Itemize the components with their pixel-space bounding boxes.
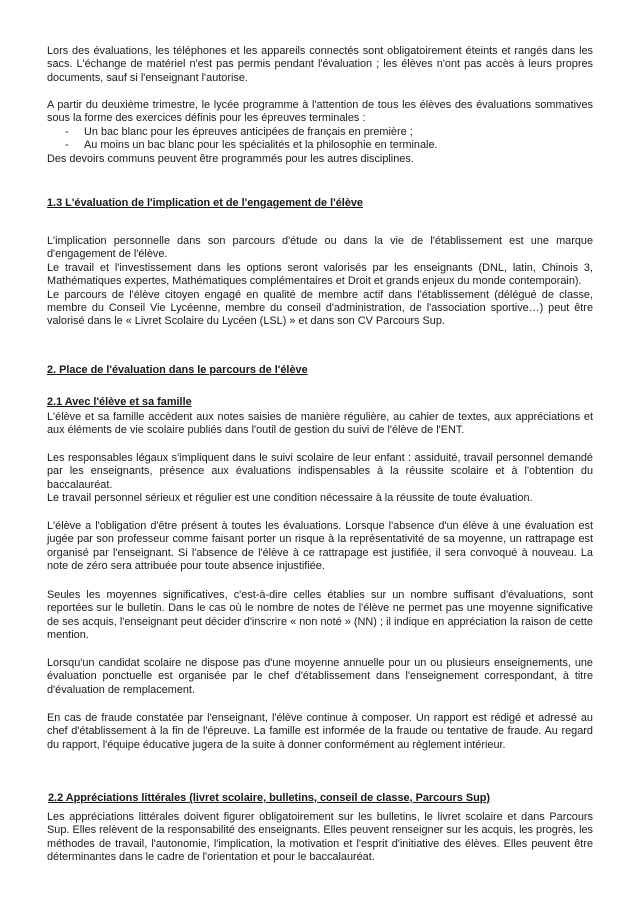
paragraph-guardians: Les responsables légaux s'impliquent dans le suivi scolaire de leur enfant : assiduité, travail personnel demandé par les enseignants, présence aux évaluations indispensables à la réussite scolaire et à l'obtention du baccalauréat.: [47, 452, 593, 491]
legal-guardians-block: [47, 452, 593, 506]
paragraph-citizen: Le parcours de l'élève citoyen engagé en qualité de membre actif dans l'établissement (délégué de classe, membre du Conseil Vie Lycéenne, membre du conseil d'administration, de l'association sportive…) peut être valorisé dans le « Livret Scolaire du Lycéen (LSL) » et dans son CV Parcours Sup.: [47, 288, 593, 328]
bac-blanc-list: [47, 126, 593, 153]
paragraph-replacement-evaluation: Lorsqu'un candidat scolaire ne dispose pas d'une moyenne annuelle pour un ou plusieurs enseignements, une évaluation ponctuelle est organisée par le chef d'établissement dans l'enseignement correspondant, à titre d'évaluation de remplacement.: [47, 657, 593, 696]
heading-2-2: 2.2 Appréciations littérales (livret scolaire, bulletins, conseil de classe, Parcours Sup): [48, 792, 491, 804]
list-item: - Au moins un bac blanc pour les spécialités et la philosophie en terminale.: [47, 139, 593, 152]
paragraph-attendance: L'élève a l'obligation d'être présent à toutes les évaluations. Lorsque l'absence d'un élève à une évaluation est jugée par son professeur comme faisant porter un risque à la représentativité de sa moyenne, un rattrapage est organisé par l'enseignant. Si l'absence de l'élève à ce rattrapage est justifiée, il sera convoqué à nouveau. La note de zéro sera attribuée pour toute absence injustifiée.: [47, 520, 593, 573]
paragraph-devices-rule: Lors des évaluations, les téléphones et les appareils connectés sont obligatoirement éteints et rangés dans les sacs. L'échange de matériel n'est pas permis pendant l'évaluation ; les élèves n'ont pas accès à leurs propres documents, sauf si l'enseignant l'autorise.: [47, 45, 593, 84]
heading-1-3: 1.3 L'évaluation de l'implication et de l'engagement de l'élève: [47, 197, 363, 209]
paragraph-personal-work: Le travail personnel sérieux et régulier est une condition nécessaire à la réussite de toute évaluation.: [47, 492, 533, 505]
paragraph-averages: Seules les moyennes significatives, c'est-à-dire celles établies sur un nombre suffisant d'évaluations, sont reportées sur le bulletin. Dans le cas où le nombre de notes de l'élève ne permet pas une moyenne significative de ses acquis, l'enseignant peut décider d'inscrire « non noté » (NN) ; il indique en appréciation la raison de cette mention.: [47, 589, 593, 642]
paragraph-fraud: En cas de fraude constatée par l'enseignant, l'élève continue à composer. Un rapport est rédigé et adressé au chef d'établissement à la fin de l'épreuve. La famille est informée de la fraude ou tentative de fraude. Au regard du rapport, l'équipe éducative jugera de la suite à donner conformément au règlement intérieur.: [47, 712, 593, 751]
heading-2: 2. Place de l'évaluation dans le parcours de l'élève: [47, 364, 308, 376]
paragraph-appreciations: Les appréciations littérales doivent figurer obligatoirement sur les bulletins, le livret scolaire et dans Parcours Sup. Elles relèvent de la responsabilité des enseignants. Elles peuvent renseigner sur les acquis, les progrès, les méthodes de travail, l'autonomie, l'implication, la motivation et l'esprit d'initiative des élèves. Elles peuvent être déterminantes dans le cadre de l'orientation et pour le baccalauréat.: [47, 811, 593, 864]
paragraph-options: Le travail et l'investissement dans les options seront valorisés par les enseignants (DNL, latin, Chinois 3, Mathématiques expertes, Mathématiques complémentaires et Droit et grands enjeux du monde contemporain).: [47, 261, 593, 288]
section-1-3-body: [47, 235, 593, 329]
list-item: - Un bac blanc pour les épreuves anticipées de français en première ;: [47, 126, 593, 139]
paragraph-implication: L'implication personnelle dans son parcours d'étude ou dans la vie de l'établissement est une marque d'engagement de l'élève.: [47, 235, 593, 261]
paragraph-common-tests: Des devoirs communs peuvent être programmés pour les autres disciplines.: [47, 152, 414, 165]
paragraph-summative-intro: A partir du deuxième trimestre, le lycée programme à l'attention de tous les élèves des évaluations sommatives sous la forme des exercices définis pour les épreuves terminales :: [47, 99, 593, 125]
heading-2-1: 2.1 Avec l'élève et sa famille: [47, 396, 192, 408]
paragraph-ent-access: L'élève et sa famille accèdent aux notes saisies de manière régulière, au cahier de textes, aux appréciations et aux éléments de vie scolaire publiés dans l'outil de gestion du suivi de l'élève de l'ENT.: [47, 411, 593, 437]
summative-evaluations-block: [47, 99, 593, 166]
